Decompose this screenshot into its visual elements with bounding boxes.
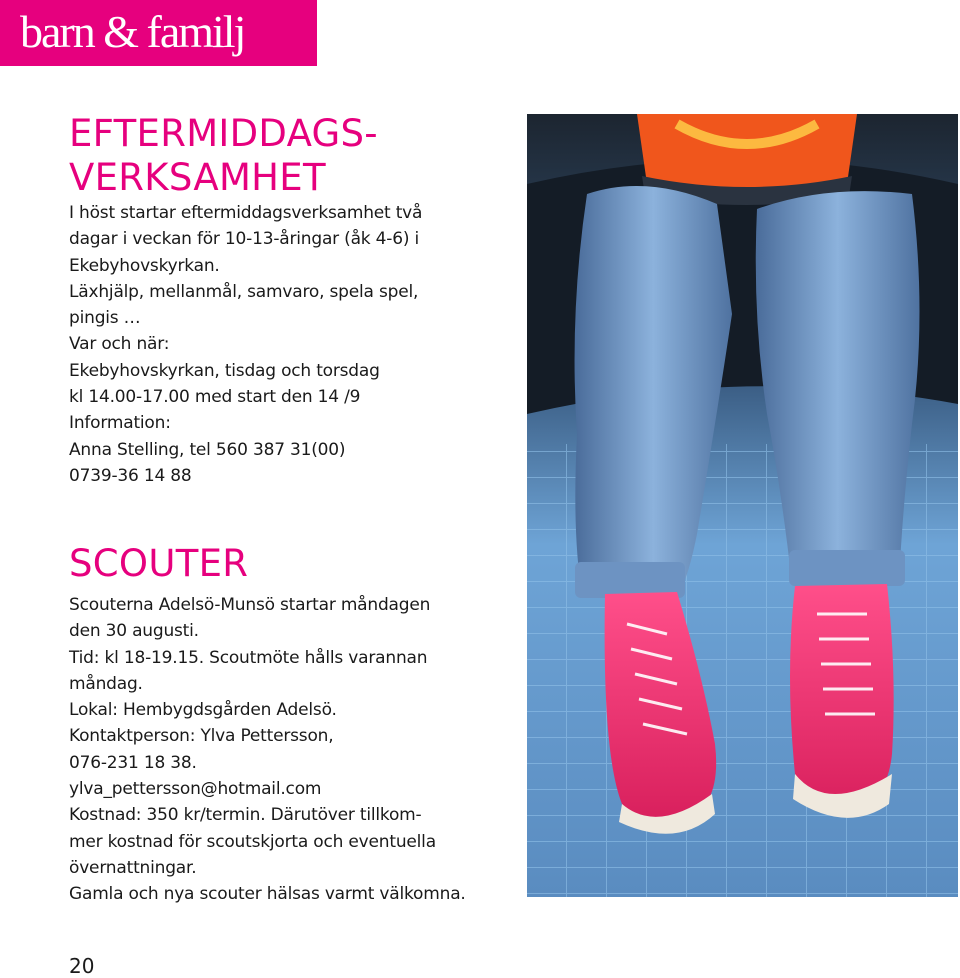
body-line: måndag. <box>69 673 143 694</box>
photo-illustration <box>527 114 958 897</box>
contact-phone: 076-231 18 38. <box>69 752 197 773</box>
section-heading: SCOUTER <box>69 542 249 585</box>
body-line: dagar i veckan för 10-13-åringar (åk 4-6) i <box>69 229 419 250</box>
body-line: I höst startar eftermiddagsverksamhet två <box>69 203 423 223</box>
contact-email: ylva_pettersson@hotmail.com <box>69 779 322 800</box>
contact-mobile: 0739-36 14 88 <box>69 465 192 486</box>
section-heading-line1: EFTERMIDDAGS- <box>69 112 378 155</box>
section-banner <box>0 0 317 66</box>
page-number: 20 <box>69 954 95 978</box>
body-line: Tid: kl 18-19.15. Scoutmöte hålls varannan <box>69 647 428 668</box>
body-line: Gamla och nya scouter hälsas varmt välkomna. <box>69 884 466 905</box>
body-line: övernattningar. <box>69 857 197 878</box>
body-line: Ekebyhovskyrkan. <box>69 255 220 276</box>
body-line: Lokal: Hembygdsgården Adelsö. <box>69 700 337 721</box>
body-line: Läxhjälp, mellanmål, samvaro, spela spel, <box>69 281 419 302</box>
section-heading-line2: VERKSAMHET <box>69 156 326 199</box>
body-line: mer kostnad för scoutskjorta och eventuella <box>69 831 436 852</box>
body-line: pingis … <box>69 308 141 329</box>
information-label: Information: <box>69 413 171 434</box>
contact-phone: Anna Stelling, tel 560 387 31(00) <box>69 439 346 460</box>
scouts-section <box>69 542 509 908</box>
body-line: kl 14.00-17.00 med start den 14 /9 <box>69 387 361 408</box>
body-line: Scouterna Adelsö-Munsö startar måndagen <box>69 595 431 615</box>
body-line: Kontaktperson: Ylva Pettersson, <box>69 726 334 747</box>
body-line: Kostnad: 350 kr/termin. Därutöver tillkom- <box>69 805 422 826</box>
photo-jeans-red-sneakers <box>527 114 958 897</box>
afternoon-activities-section <box>69 112 509 489</box>
body-line: Ekebyhovskyrkan, tisdag och torsdag <box>69 360 380 381</box>
section-label: barn & familj <box>20 6 245 57</box>
when-where-label: Var och när: <box>69 334 170 355</box>
body-line: den 30 augusti. <box>69 621 199 642</box>
